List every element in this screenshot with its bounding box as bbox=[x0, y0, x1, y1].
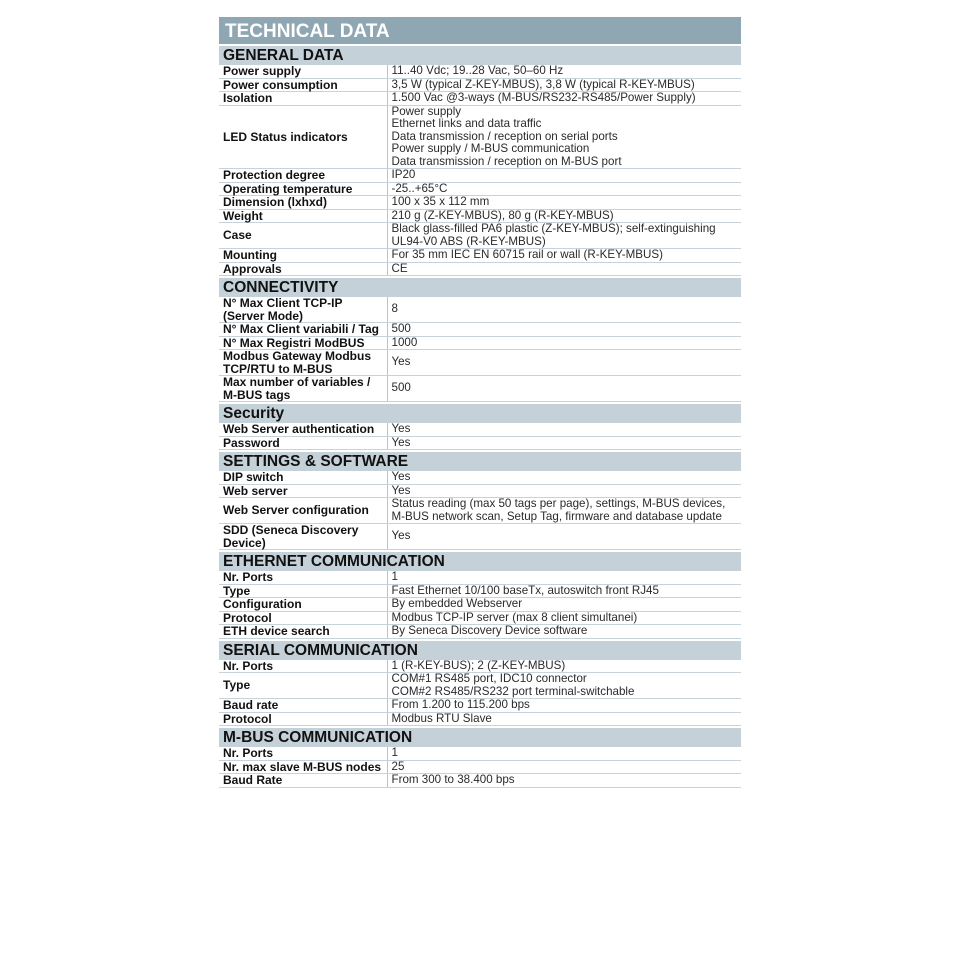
spec-row bbox=[219, 524, 741, 550]
spec-value: 1 bbox=[387, 747, 741, 760]
spec-label: Type bbox=[219, 584, 387, 598]
spec-row bbox=[219, 169, 741, 183]
spec-value-line: Power supply bbox=[391, 104, 462, 118]
spec-value bbox=[387, 673, 741, 699]
spec-table-serial-communication bbox=[219, 660, 741, 727]
spec-value: -25..+65°C bbox=[387, 182, 741, 196]
spec-label: N° Max Registri ModBUS bbox=[219, 336, 387, 350]
spec-row bbox=[219, 65, 741, 78]
spec-row bbox=[219, 673, 741, 699]
spec-label: Nr. Ports bbox=[219, 747, 387, 760]
spec-row bbox=[219, 182, 741, 196]
spec-value-line: Black glass-filled PA6 plastic (Z-KEY-MBUS); self-extinguishing bbox=[391, 222, 716, 235]
spec-row bbox=[219, 760, 741, 774]
spec-value: 100 x 35 x 112 mm bbox=[387, 196, 741, 210]
spec-label: Protocol bbox=[219, 611, 387, 625]
sheet-title: TECHNICAL DATA bbox=[219, 17, 741, 44]
spec-label: SDD (Seneca Discovery Device) bbox=[219, 524, 387, 550]
spec-row bbox=[219, 712, 741, 726]
spec-label: Configuration bbox=[219, 598, 387, 612]
spec-value bbox=[387, 105, 741, 169]
spec-row bbox=[219, 262, 741, 276]
spec-table-ethernet-communication bbox=[219, 571, 741, 639]
spec-row bbox=[219, 105, 741, 169]
spec-value-line: M-BUS network scan, Setup Tag, firmware and database update bbox=[391, 509, 722, 523]
spec-value bbox=[387, 498, 741, 524]
spec-value: 1.500 Vac @3-ways (M-BUS/RS232-RS485/Power Supply) bbox=[387, 92, 741, 106]
spec-table-security bbox=[219, 423, 741, 450]
spec-value: 500 bbox=[387, 376, 741, 402]
spec-value: Yes bbox=[387, 524, 741, 550]
technical-data-sheet bbox=[219, 17, 741, 788]
spec-row bbox=[219, 611, 741, 625]
section-heading-settings-software: SETTINGS & SOFTWARE bbox=[219, 450, 741, 471]
section-heading-connectivity: CONNECTIVITY bbox=[219, 276, 741, 297]
spec-value-line: Data transmission / reception on M-BUS port bbox=[391, 154, 622, 168]
spec-row bbox=[219, 92, 741, 106]
spec-value: By embedded Webserver bbox=[387, 598, 741, 612]
spec-row bbox=[219, 699, 741, 713]
spec-value: 1 bbox=[387, 571, 741, 584]
spec-label: Protection degree bbox=[219, 169, 387, 183]
spec-label: Power supply bbox=[219, 65, 387, 78]
spec-row bbox=[219, 660, 741, 673]
spec-label: Web server bbox=[219, 484, 387, 498]
spec-value: Modbus RTU Slave bbox=[387, 712, 741, 726]
spec-row bbox=[219, 598, 741, 612]
spec-label: Web Server configuration bbox=[219, 498, 387, 524]
spec-value: Yes bbox=[387, 436, 741, 450]
spec-row bbox=[219, 423, 741, 436]
spec-value-line: Power supply / M-BUS communication bbox=[391, 142, 590, 155]
spec-label: Approvals bbox=[219, 262, 387, 276]
spec-value-line: UL94-V0 ABS (R-KEY-MBUS) bbox=[391, 234, 546, 248]
spec-label: Baud rate bbox=[219, 699, 387, 713]
spec-table-settings-software bbox=[219, 471, 741, 550]
spec-row bbox=[219, 436, 741, 450]
spec-value: 500 bbox=[387, 323, 741, 337]
spec-row bbox=[219, 336, 741, 350]
spec-row bbox=[219, 774, 741, 788]
spec-row bbox=[219, 249, 741, 263]
spec-value-line: Status reading (max 50 tags per page), settings, M-BUS devices, bbox=[391, 497, 726, 510]
spec-value: Yes bbox=[387, 471, 741, 484]
spec-row bbox=[219, 196, 741, 210]
spec-value: 8 bbox=[387, 297, 741, 323]
spec-value: Yes bbox=[387, 423, 741, 436]
spec-label: Power consumption bbox=[219, 78, 387, 92]
spec-table-general-data bbox=[219, 65, 741, 276]
spec-value: 1 (R-KEY-BUS); 2 (Z-KEY-MBUS) bbox=[387, 660, 741, 673]
spec-label: Isolation bbox=[219, 92, 387, 106]
spec-label: ETH device search bbox=[219, 625, 387, 639]
spec-value: 210 g (Z-KEY-MBUS), 80 g (R-KEY-MBUS) bbox=[387, 209, 741, 223]
spec-label: Web Server authentication bbox=[219, 423, 387, 436]
spec-label: Type bbox=[219, 673, 387, 699]
spec-value: 1000 bbox=[387, 336, 741, 350]
section-heading-security: Security bbox=[219, 402, 741, 423]
spec-row bbox=[219, 78, 741, 92]
spec-row bbox=[219, 376, 741, 402]
spec-label: Case bbox=[219, 223, 387, 249]
spec-value: By Seneca Discovery Device software bbox=[387, 625, 741, 639]
spec-label: N° Max Client variabili / Tag bbox=[219, 323, 387, 337]
spec-label: N° Max Client TCP-IP (Server Mode) bbox=[219, 297, 387, 323]
spec-row bbox=[219, 323, 741, 337]
spec-value-line: COM#2 RS485/RS232 port terminal-switchable bbox=[391, 684, 635, 698]
spec-value: For 35 mm IEC EN 60715 rail or wall (R-KEY-MBUS) bbox=[387, 249, 741, 263]
spec-label: DIP switch bbox=[219, 471, 387, 484]
spec-value-line: Data transmission / reception on serial ports bbox=[391, 129, 618, 143]
spec-label: Password bbox=[219, 436, 387, 450]
spec-row bbox=[219, 484, 741, 498]
spec-value: 25 bbox=[387, 760, 741, 774]
spec-row bbox=[219, 584, 741, 598]
spec-value: From 300 to 38.400 bps bbox=[387, 774, 741, 788]
spec-label: Nr. max slave M-BUS nodes bbox=[219, 760, 387, 774]
spec-row bbox=[219, 498, 741, 524]
spec-row bbox=[219, 625, 741, 639]
spec-label: Modbus Gateway Modbus TCP/RTU to M-BUS bbox=[219, 350, 387, 376]
spec-label: Weight bbox=[219, 209, 387, 223]
spec-row bbox=[219, 350, 741, 376]
spec-table-connectivity bbox=[219, 297, 741, 402]
spec-row bbox=[219, 571, 741, 584]
spec-row bbox=[219, 223, 741, 249]
spec-label: Dimension (lxhxd) bbox=[219, 196, 387, 210]
spec-label: Nr. Ports bbox=[219, 660, 387, 673]
section-heading-m-bus-communication: M-BUS COMMUNICATION bbox=[219, 726, 741, 747]
spec-value: Yes bbox=[387, 484, 741, 498]
section-heading-serial-communication: SERIAL COMMUNICATION bbox=[219, 639, 741, 660]
spec-value-line: COM#1 RS485 port, IDC10 connector bbox=[391, 672, 587, 685]
spec-value: Yes bbox=[387, 350, 741, 376]
spec-row bbox=[219, 209, 741, 223]
spec-label: Nr. Ports bbox=[219, 571, 387, 584]
section-heading-general-data: GENERAL DATA bbox=[219, 44, 741, 65]
spec-row bbox=[219, 471, 741, 484]
spec-value: Fast Ethernet 10/100 baseTx, autoswitch front RJ45 bbox=[387, 584, 741, 598]
section-heading-ethernet-communication: ETHERNET COMMUNICATION bbox=[219, 550, 741, 571]
spec-label: Baud Rate bbox=[219, 774, 387, 788]
spec-row bbox=[219, 747, 741, 760]
spec-value: IP20 bbox=[387, 169, 741, 183]
spec-label: Mounting bbox=[219, 249, 387, 263]
spec-value: CE bbox=[387, 262, 741, 276]
spec-value: Modbus TCP-IP server (max 8 client simultanei) bbox=[387, 611, 741, 625]
spec-label: Max number of variables / M-BUS tags bbox=[219, 376, 387, 402]
spec-value bbox=[387, 223, 741, 249]
spec-table-m-bus-communication bbox=[219, 747, 741, 788]
sections-container bbox=[219, 44, 741, 788]
spec-value: 3,5 W (typical Z-KEY-MBUS), 3,8 W (typical R-KEY-MBUS) bbox=[387, 78, 741, 92]
spec-label: Protocol bbox=[219, 712, 387, 726]
spec-value: 11..40 Vdc; 19..28 Vac, 50–60 Hz bbox=[387, 65, 741, 78]
spec-value: From 1.200 to 115.200 bps bbox=[387, 699, 741, 713]
spec-label: LED Status indicators bbox=[219, 105, 387, 169]
spec-row bbox=[219, 297, 741, 323]
spec-value-line: Ethernet links and data traffic bbox=[391, 117, 542, 130]
spec-label: Operating temperature bbox=[219, 182, 387, 196]
